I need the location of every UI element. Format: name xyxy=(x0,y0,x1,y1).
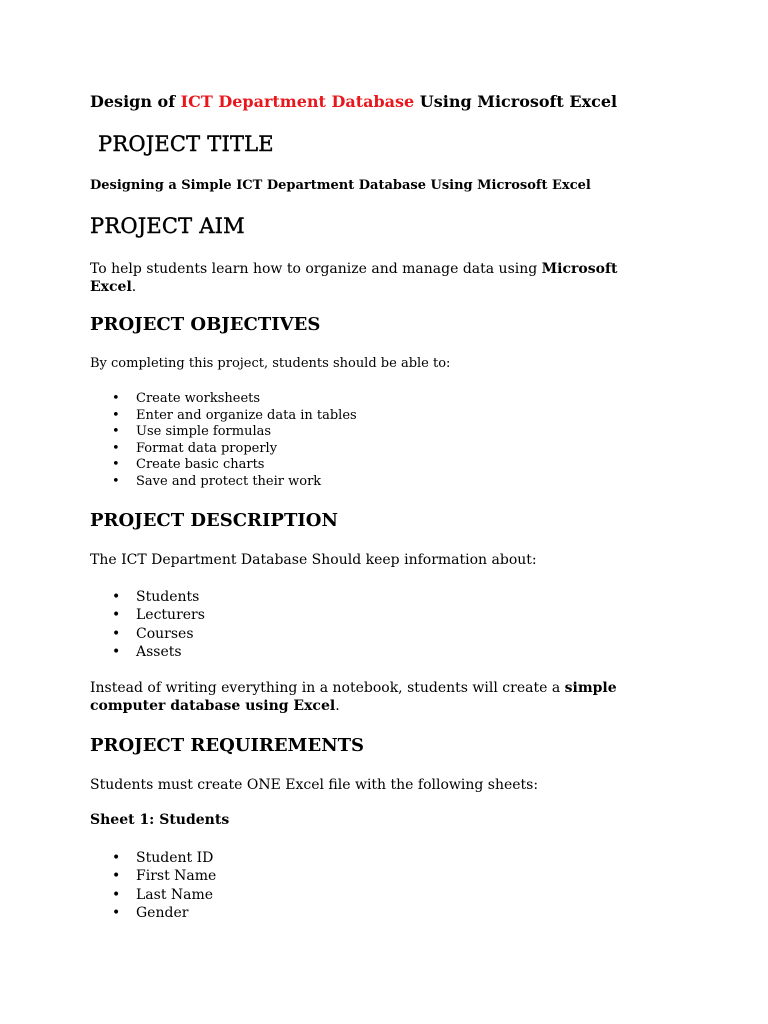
description-list xyxy=(90,588,205,662)
aim-text-bold: Microsoft Excel xyxy=(90,261,618,295)
description-text-bold: simple computer database using Excel xyxy=(90,680,617,714)
project-description-heading: PROJECT DESCRIPTION xyxy=(90,510,338,531)
requirements-intro: Students must create ONE Excel file with the following sheets: xyxy=(90,777,539,793)
list-item: • Assets xyxy=(90,643,205,661)
description-text-after: . xyxy=(335,698,340,714)
list-item: • Gender xyxy=(90,904,216,922)
title-highlight: ICT Department Database xyxy=(180,92,415,111)
list-item: • Create worksheets xyxy=(90,391,357,408)
description-text xyxy=(90,679,650,715)
aim-text-before: To help students learn how to organize and manage data using xyxy=(90,261,542,277)
project-title-heading: PROJECT TITLE xyxy=(98,132,274,156)
project-aim-text xyxy=(90,260,650,296)
list-item: • Lecturers xyxy=(90,606,205,624)
list-item: • Create basic charts xyxy=(90,457,357,474)
objectives-list xyxy=(90,391,357,491)
aim-text-after: . xyxy=(131,279,137,295)
list-item: • Last Name xyxy=(90,886,216,904)
list-item: • Save and protect their work xyxy=(90,474,357,491)
sheet1-list xyxy=(90,849,216,923)
project-aim-heading: PROJECT AIM xyxy=(90,214,245,238)
description-intro: The ICT Department Database Should keep information about: xyxy=(90,552,537,568)
list-item: • Enter and organize data in tables xyxy=(90,408,357,425)
objectives-intro: By completing this project, students should be able to: xyxy=(90,356,451,371)
project-title-text: Designing a Simple ICT Department Database Using Microsoft Excel xyxy=(90,178,591,193)
title-prefix: Design of xyxy=(90,92,181,111)
list-item: • Use simple formulas xyxy=(90,424,357,441)
description-text-before: Instead of writing everything in a notebook, students will create a xyxy=(90,680,565,696)
list-item: • First Name xyxy=(90,867,216,885)
list-item: • Format data properly xyxy=(90,441,357,458)
list-item: • Student ID xyxy=(90,849,216,867)
title-suffix: Using Microsoft Excel xyxy=(414,92,618,111)
sheet1-label: Sheet 1: Students xyxy=(90,812,230,828)
document-title xyxy=(90,92,617,111)
project-objectives-heading: PROJECT OBJECTIVES xyxy=(90,314,321,335)
project-requirements-heading: PROJECT REQUIREMENTS xyxy=(90,735,365,756)
list-item: • Students xyxy=(90,588,205,606)
list-item: • Courses xyxy=(90,625,205,643)
